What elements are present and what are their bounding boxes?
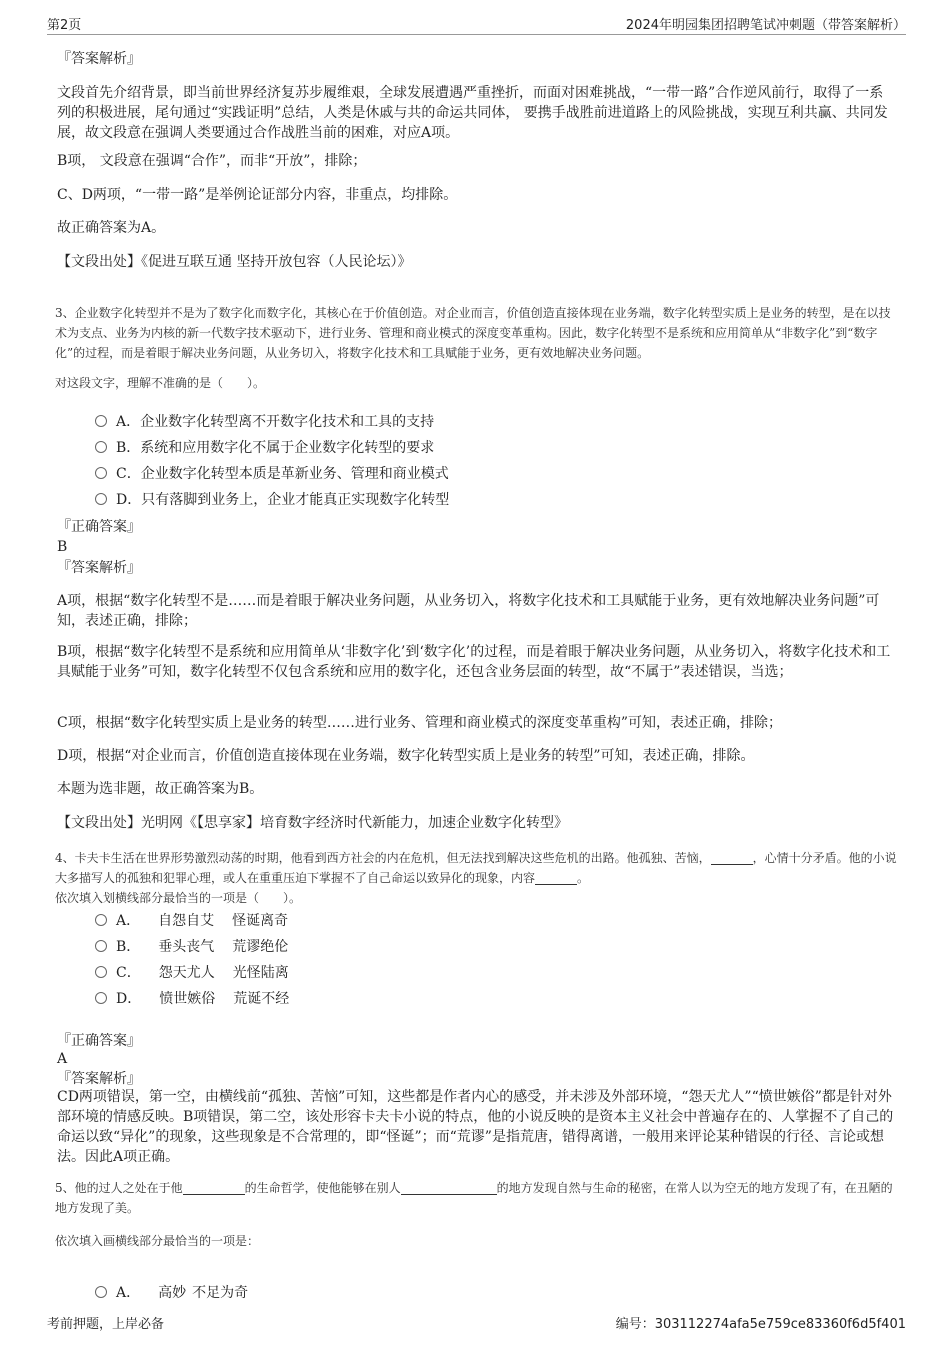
option-letter: D． [116, 991, 142, 1007]
option-letter: C． [116, 965, 141, 981]
radio-icon[interactable] [95, 914, 107, 926]
q2-analysis-heading: 『答案解析』 [57, 51, 141, 67]
q3-analysis-d: D项，根据“对企业而言，价值创造直接体现在业务端，数字化转型实质上是业务的转型”可知，表述正确，排除。 [57, 748, 755, 764]
q5-stem: 5、他的过人之处在于他 的生命哲学，使他能够在别人 的地方发现自然与生命的秘密，在常人以为空无的地方发现了有，在丑陋的地方发现了美。 [55, 1181, 893, 1215]
q3-option-d[interactable] [95, 490, 449, 510]
page-footer [47, 1313, 906, 1333]
q3-analysis-b: B项，根据“数字化转型不是系统和应用简单从‘非数字化’到‘数字化’的过程，而是着眼于解决业务问题，从业务切入，将数字化技术和工具赋能于业务”可知，数字化转型不仅包含系统和应用的数字化，还包含业务层面的转型，故“不属于”表述错误，当选； [57, 644, 891, 680]
blank-2 [401, 1181, 497, 1195]
option-text: 系统和应用数字化不属于企业数字化转型的要求 [140, 440, 435, 456]
q4-option-c[interactable]: C． 怨天尤人 光怪陆离 [95, 963, 289, 983]
q3-analysis-a: A项，根据“数字化转型不是……而是着眼于解决业务问题，从业务切入，将数字化技术和工具赋能于业务，更有效地解决业务问题”可知，表述正确，排除； [57, 593, 880, 629]
q4-question: 依次填入划横线部分最恰当的一项是（ ）。 [55, 891, 302, 905]
q4-answer-heading: 『正确答案』 [57, 1033, 141, 1049]
q2-analysis-p1: 文段首先介绍背景，即当前世界经济复苏步履维艰，全球发展遭遇严重挫折，而面对困难挑战，“一带一路”合作逆风前行，取得了一系列的积极进展，尾句通过“实践证明”总结，人类是休戚与共的命运共同体， 要携手战胜前进道路上的风险挑战，实现互利共赢、共同发展，故文段意在强调人类要通过合作战胜当前的困难，对应A项。 [57, 85, 888, 141]
option-letter: D． [116, 492, 142, 508]
q4-stem: 4、卡夫卡生活在世界形势激烈动荡的时期，他看到西方社会的内在危机，但无法找到解决这些危机的出路。他孤独、苦恼， ，心情十分矛盾。他的小说大多描写人的孤独和犯罪心理，或人在重重压迫下掌握不了自己命运以致异化的现象，内容 。 [55, 851, 897, 885]
q3-analysis-heading: 『答案解析』 [57, 560, 141, 576]
blank-1 [711, 851, 753, 865]
option-text: 企业数字化转型本质是革新业务、管理和商业模式 [140, 466, 449, 482]
q3-option-c[interactable] [95, 464, 449, 484]
q3-option-b[interactable] [95, 438, 434, 458]
blank-1 [183, 1181, 245, 1195]
option-text: 只有落脚到业务上，企业才能真正实现数字化转型 [141, 492, 450, 508]
radio-icon[interactable] [95, 966, 107, 978]
q2-analysis-p2: B项， 文段意在强调“合作”，而非“开放”，排除； [57, 153, 367, 169]
q3-analysis-conclusion: 本题为选非题，故正确答案为B。 [57, 781, 264, 797]
radio-icon[interactable] [95, 940, 107, 952]
q4-option-d[interactable]: D． 愤世嫉俗 荒诞不经 [95, 989, 289, 1009]
q5-question: 依次填入画横线部分最恰当的一项是： [55, 1234, 260, 1248]
q3-stem: 3、企业数字化转型并不是为了数字化而数字化，其核心在于价值创造。对企业而言，价值创造直接体现在业务端，数字化转型实质上是业务的转型，是在以技术为支点、业务为内核的新一代数字技术驱动下，进行业务、管理和商业模式的深度变革重构。因此，数字化转型不是系统和应用简单从“非数字化”到“数字化”的过程，而是着眼于解决业务问题，从业务切入，将数字化技术和工具赋能于业务，更有效地解决业务问题。 [55, 306, 891, 360]
option-letter: C． [116, 466, 141, 482]
option-letter: A． [116, 414, 141, 430]
option-letter: A． [116, 913, 141, 929]
footer-slogan: 考前押题，上岸必备 [47, 1317, 165, 1332]
q2-analysis-p3: C、D两项，“一带一路”是举例论证部分内容，非重点，均排除。 [57, 187, 458, 203]
q2-analysis-p4: 故正确答案为A。 [57, 220, 166, 236]
q3-answer-heading: 『正确答案』 [57, 519, 141, 535]
radio-icon[interactable] [95, 992, 107, 1004]
radio-icon[interactable] [95, 467, 107, 479]
q4-analysis-heading: 『答案解析』 [57, 1071, 141, 1087]
option-letter: A． [116, 1285, 141, 1301]
radio-icon[interactable] [95, 415, 107, 427]
q4-option-b[interactable]: B． 垂头丧气 荒谬绝伦 [95, 937, 288, 957]
q3-option-a[interactable] [95, 412, 434, 432]
q3-question: 对这段文字，理解不准确的是（ ）。 [55, 376, 266, 390]
blank-2 [535, 871, 577, 885]
q5-option-a[interactable]: A． 高妙 不足为奇 [95, 1283, 248, 1303]
q4-option-a[interactable]: A． 自怨自艾 怪诞离奇 [95, 911, 288, 931]
radio-icon[interactable] [95, 1286, 107, 1298]
q3-answer: B [57, 539, 68, 555]
page-header [47, 12, 906, 35]
document-serial: 编号：303112274afa5e759ce83360f6d5f401 [615, 1317, 906, 1332]
radio-icon[interactable] [95, 493, 107, 505]
option-text: 企业数字化转型离不开数字化技术和工具的支持 [140, 414, 435, 430]
document-title: 2024年明园集团招聘笔试冲刺题（带答案解析） [625, 18, 906, 33]
option-letter: B． [116, 440, 141, 456]
radio-icon[interactable] [95, 441, 107, 453]
q4-answer: A [57, 1051, 68, 1067]
page-number: 第2页 [47, 18, 82, 33]
q3-analysis-c: C项，根据“数字化转型实质上是业务的转型……进行业务、管理和商业模式的深度变革重构”可知，表述正确，排除； [57, 715, 783, 731]
q2-source: 【文段出处】《促进互联互通 坚持开放包容（人民论坛）》 [57, 254, 412, 270]
q3-source: 【文段出处】光明网《【思享家】培育数字经济时代新能力，加速企业数字化转型》 [57, 815, 568, 831]
option-letter: B． [116, 939, 141, 955]
q4-analysis: CD两项错误，第一空，由横线前“孤独、苦恼”可知，这些都是作者内心的感受，并未涉及外部环境，“怨天尤人”“愤世嫉俗”都是针对外部环境的情感反映。B项错误，第二空，该处形容卡夫卡小说的特点，他的小说反映的是资本主义社会中普遍存在的、人掌握不了自己的命运以致“异化”的现象，这些现象是不合常理的，即“怪诞”；而“荒谬”是指荒唐，错得离谱，一般用来评论某种错误的行径、言论或想法。因此A项正确。 [57, 1089, 894, 1165]
